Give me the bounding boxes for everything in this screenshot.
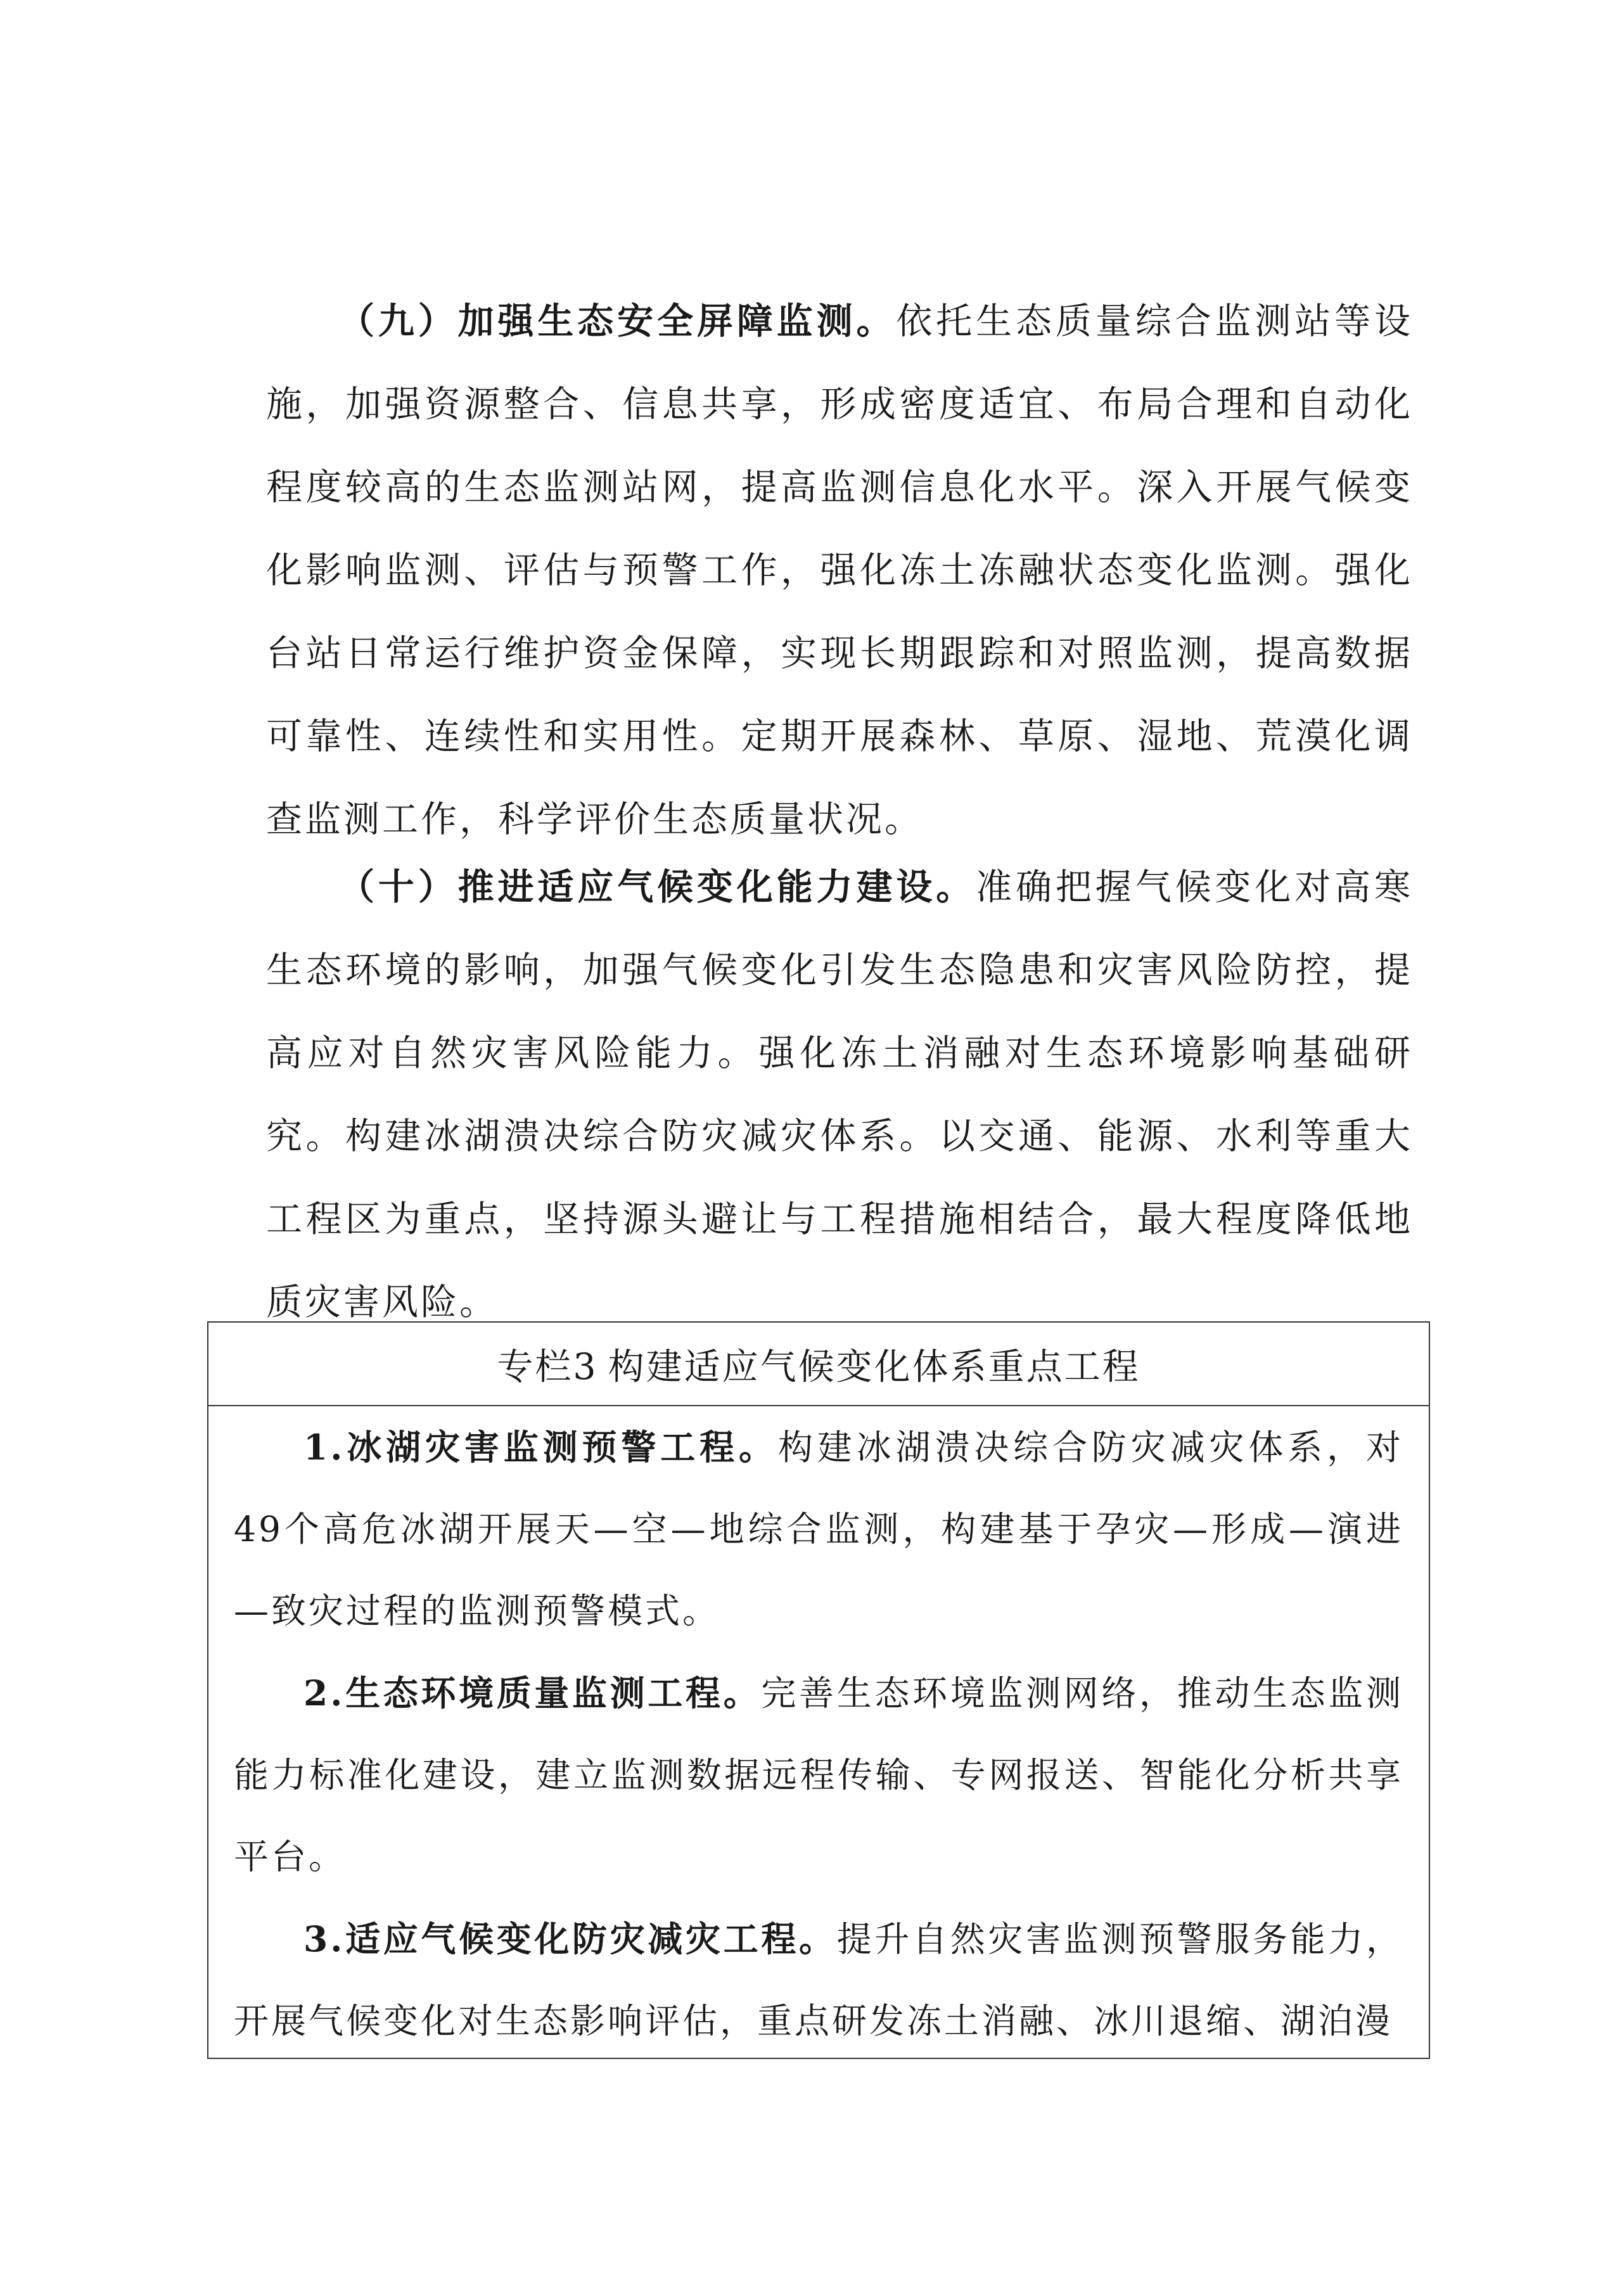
paragraph-text: 依托生态质量综合监测站等设施，加强资源整合、信息共享，形成密度适宜、布局合理和自动化程度较高的生态监测站网，提高监测信息化水平。深入开展气候变化影响监测、评估与预警工作，强化冻土冻融状态变化监测。强化台站日常运行维护资金保障，实现长期跟踪和对照监测，提高数据可靠性、连续性和实用性。定期开展森林、草原、湿地、荒漠化调查监测工作，科学评价生态质量状况。 (266, 300, 1414, 840)
paragraph-eco-barrier-monitoring (266, 279, 1413, 861)
column-box-body (208, 1406, 1429, 2059)
paragraph-climate-adaptation (266, 845, 1413, 1344)
project-item-heading: 1.冰湖灾害监测预警工程。 (303, 1427, 778, 1468)
project-item-text: 提升自然灾害监测预警服务能力，开展气候变化对生态影响评估，重点研发冻土消融、冰川退缩、湖泊漫 (234, 1919, 1403, 2041)
paragraph-heading: （十）推进适应气候变化能力建设。 (338, 866, 976, 908)
project-item-text: 构建冰湖溃决综合防灾减灾体系，对49个高危冰湖开展天—空—地综合监测，构建基于孕灾—形成—演进—致灾过程的监测预警模式。 (234, 1427, 1403, 1631)
project-item-heading: 2.生态环境质量监测工程。 (303, 1672, 762, 1714)
project-item (234, 1898, 1403, 2059)
project-item (234, 1406, 1403, 1652)
project-item (234, 1652, 1403, 1898)
column-box-number: 专栏3 (497, 1346, 598, 1388)
paragraph-heading: （九）加强生态安全屏障监测。 (338, 300, 897, 342)
project-item-text: 完善生态环境监测网络，推动生态监测能力标准化建设，建立监测数据远程传输、专网报送、智能化分析共享平台。 (234, 1673, 1403, 1877)
paragraph-text: 准确把握气候变化对高寒生态环境的影响，加强气候变化引发生态隐患和灾害风险防控，提高应对自然灾害风险能力。强化冻土消融对生态环境影响基础研究。构建冰湖溃决综合防灾减灾体系。以交通、能源、水利等重大工程区为重点，坚持源头避让与工程措施相结合，最大程度降低地质灾害风险。 (266, 866, 1414, 1323)
column-box-title-text: 构建适应气候变化体系重点工程 (608, 1346, 1140, 1388)
column-box-title (208, 1323, 1429, 1406)
column-box (207, 1321, 1430, 2059)
project-item-heading: 3.适应气候变化防灾减灾工程。 (303, 1918, 837, 1959)
